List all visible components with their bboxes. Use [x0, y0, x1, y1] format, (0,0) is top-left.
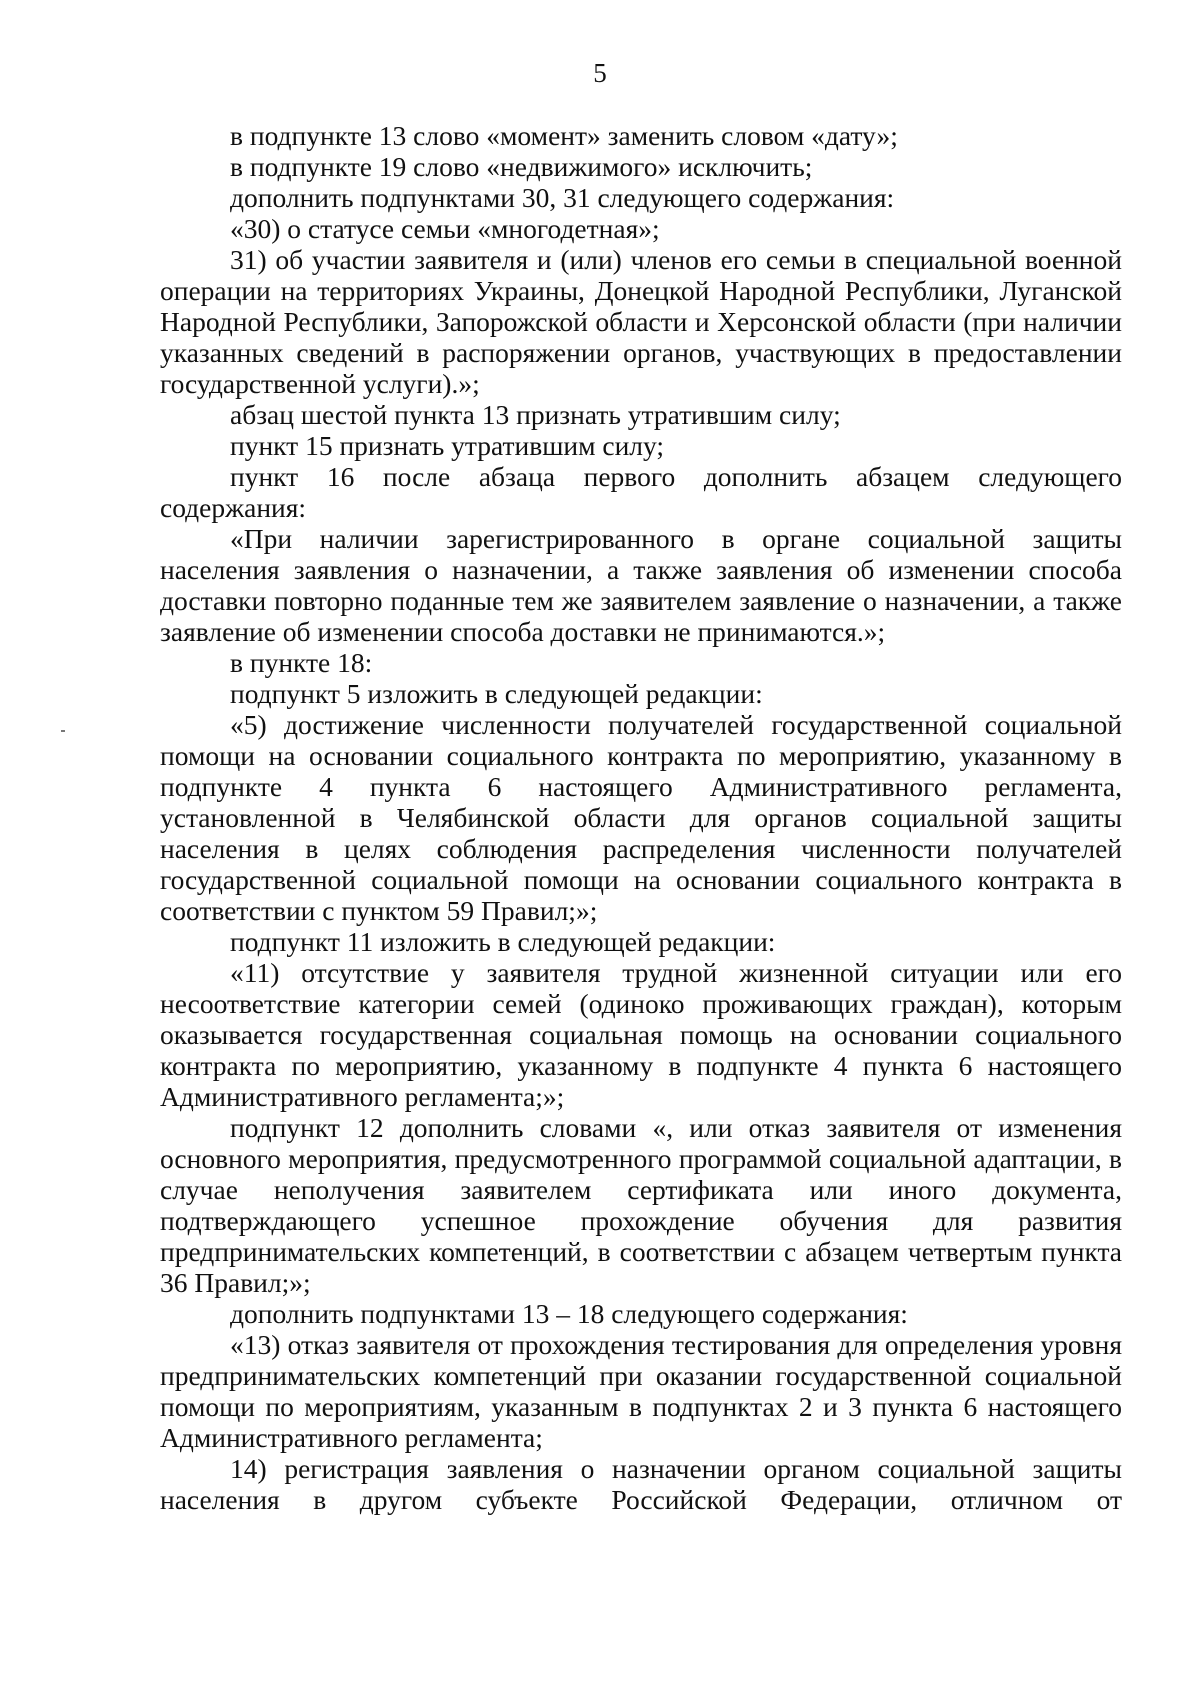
paragraph: в пункте 18: — [230, 647, 373, 678]
paragraph: пункт 15 признать утратившим силу; — [230, 430, 665, 461]
paragraph: подпункт 11 изложить в следующей редакции: — [230, 926, 776, 957]
document-body — [160, 120, 1122, 1515]
paragraph: «При наличии зарегистрированного в органе социальной защиты населения заявления о назначении, а также заявления об изменении способа доставки повторно поданные тем же заявителем заявление о назначении, а также заявление об изменении способа доставки не принимаются.»; — [160, 523, 1122, 647]
paragraph: подпункт 12 дополнить словами «, или отказ заявителя от изменения основного мероприятия, предусмотренного программой социальной адаптации, в случае неполучения заявителем сертификата или иного документа, подтверждающего успешное прохождение обучения для развития предпринимательских компетенций, в соответствии с абзацем четвертым пункта 36 Правил;»; — [160, 1112, 1122, 1298]
page-number: 5 — [593, 58, 607, 88]
paragraph: «13) отказ заявителя от прохождения тестирования для определения уровня предпринимательских компетенций при оказании государственной социальной помощи по мероприятиям, указанным в подпунктах 2 и 3 пункта 6 настоящего Административного регламента; — [160, 1329, 1122, 1453]
paragraph: пункт 16 после абзаца первого дополнить абзацем следующего содержания: — [160, 461, 1122, 523]
scan-artifact-mark — [61, 730, 65, 732]
paragraph: 14) регистрация заявления о назначении органом социальной защиты населения в другом субъекте Российской Федерации, отличном от — [160, 1453, 1122, 1515]
paragraph: «30) о статусе семьи «многодетная»; — [230, 213, 660, 244]
paragraph: абзац шестой пункта 13 признать утратившим силу; — [230, 399, 841, 430]
paragraph: «11) отсутствие у заявителя трудной жизненной ситуации или его несоответствие категории семей (одиноко проживающих граждан), которым оказывается государственная социальная помощь на основании социального контракта по мероприятию, указанному в подпункте 4 пункта 6 настоящего Административного регламента;»; — [160, 957, 1122, 1112]
paragraph: дополнить подпунктами 13 – 18 следующего содержания: — [230, 1298, 908, 1329]
paragraph: подпункт 5 изложить в следующей редакции: — [230, 678, 763, 709]
paragraph: 31) об участии заявителя и (или) членов его семьи в специальной военной операции на территориях Украины, Донецкой Народной Республики, Луганской Народной Республики, Запорожской области и Херсонской области (при наличии указанных сведений в распоряжении органов, участвующих в предоставлении государственной услуги).»; — [160, 244, 1122, 399]
paragraph: в подпункте 13 слово «момент» заменить словом «дату»; — [230, 120, 898, 151]
paragraph: «5) достижение численности получателей государственной социальной помощи на основании социального контракта по мероприятию, указанному в подпункте 4 пункта 6 настоящего Административного регламента, установленной в Челябинской области для органов социальной защиты населения в целях соблюдения распределения численности получателей государственной социальной помощи на основании социального контракта в соответствии с пунктом 59 Правил;»; — [160, 709, 1122, 926]
paragraph: дополнить подпунктами 30, 31 следующего содержания: — [230, 182, 895, 213]
paragraph: в подпункте 19 слово «недвижимого» исключить; — [230, 151, 813, 182]
